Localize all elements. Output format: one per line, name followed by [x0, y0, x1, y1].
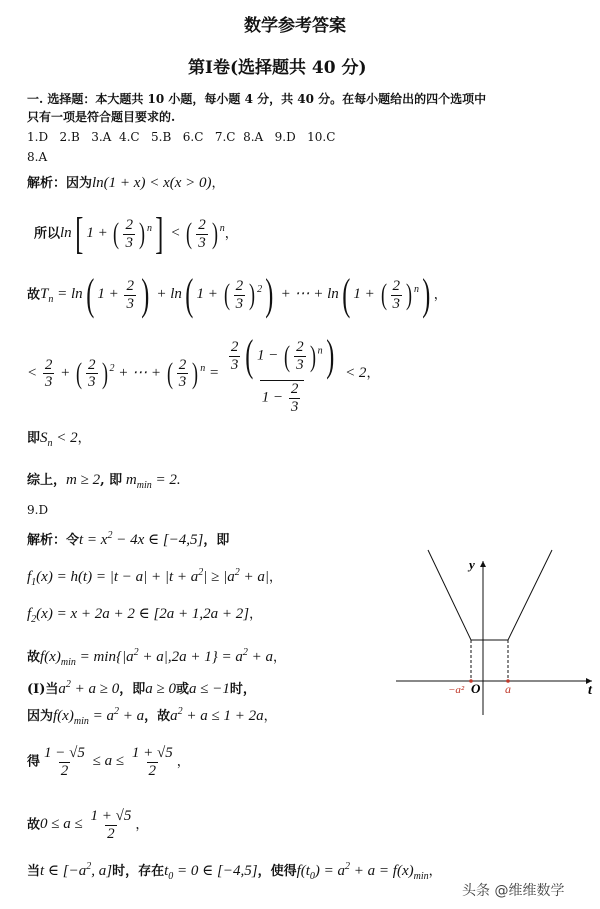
q8-line-3-tail: ， [433, 287, 447, 303]
q8-gu-label: 故 [27, 287, 41, 303]
q9-formula-2: $f_1(x) = h(t) = |t - a| + |t + a^2| \ge |a^2 + a|$ [27, 567, 270, 588]
q8-mmin-formula: $m_{min} = 2$. [122, 472, 181, 491]
q8-line-4 [27, 332, 379, 415]
q9-formula-5a: $a^2 + a \ge 0$ [58, 679, 120, 697]
origin-label: O [471, 681, 481, 696]
q9-line-6 [27, 707, 277, 727]
q8-m-formula: m ≥ 2 [66, 472, 101, 488]
q8-formula-1: ln(1 + x) < x(x > 0) [92, 175, 212, 191]
intro-line-2: 只有一项是符合题目要求的. [27, 110, 176, 124]
q9-case1-end: 时， [229, 682, 256, 697]
q8-formula-3: $T_n = \ln$( 1 + $\frac{2}{3}$ ) + ln( 1 + ( $\frac{2}{3}$ ) $^2$) + ⋯ + ln( 1 + ( $\frac{2}{3}$ ) $^n$) [40, 270, 431, 319]
q9-line-2: $f_1(x) = h(t) = |t - a| + |t + a^2| \ge |a^2 + a|$， [27, 567, 283, 588]
answer-key: 1.D 2.B 3.A 4.C 5.B 6.C 7.C 8.A 9.D 10.C [27, 130, 336, 144]
q8-suoyi-label: 所以 [34, 226, 61, 242]
q9-dang-mid2: ，使得 [257, 864, 297, 879]
q9-formula-6b: $a^2 + a \le 1 + 2a$ [170, 706, 264, 724]
q8-line-5-tail: ， [77, 431, 91, 446]
q8-line-2-tail: ， [224, 226, 238, 242]
q9-line-3: $f_2(x) = x + 2a + 2$ ∈ [2a + 1,2a + 2]， [27, 606, 263, 625]
q9-yinwei-end: ， [263, 709, 277, 724]
q9-ji-label: ，即 [203, 533, 230, 548]
intro-line-1: 一. 选择题：本大题共 10 小题，每小题 4 分，共 40 分。在每小题给出的四个选项中 [27, 92, 487, 106]
a-label: a [505, 682, 511, 696]
q9-formula-1: $t = x^2 - 4x$ ∈ [−4,5] [79, 530, 204, 548]
q8-formula-4: < $\frac{2}{3}$ + ( $\frac{2}{3}$ ) $^2$ + ⋯ + ( $\frac{2}{3}$ ) $^n$ = $\frac{2}{3}$ ( 1 − ( $\frac{2}{3}$ ) $^n$) 1 − $\frac{2}{3}$ < 2 [27, 331, 367, 415]
graph-curve [428, 550, 552, 640]
q9-de-end: ， [176, 754, 190, 770]
q9-formula-5c: a ≤ −1 [189, 681, 230, 697]
page-title: 数学参考答案 [244, 16, 346, 36]
q8-line-3 [27, 270, 447, 319]
watermark: 头条 @维维数学 [462, 883, 565, 899]
section-title: 第Ⅰ卷(选择题共 40 分) [188, 58, 367, 78]
q8-heading: 8.A [27, 150, 48, 164]
q8-formula-2: ln[ 1 + ( $\frac{2}{3}$ ) $^n$] < ( $\frac{2}{3}$ ) $^n$ [60, 209, 225, 258]
q9-line-9 [27, 862, 442, 882]
q9-line-5 [27, 680, 256, 697]
q9-formula-9a: t ∈ [$-a^2$, a] [40, 861, 113, 879]
y-axis-label: y [469, 557, 475, 572]
q9-dang-mid: 时，存在 [112, 864, 165, 879]
q9-formula-7: $\frac{1 - √5}{2}$ ≤ a ≤ $\frac{1 + √5}{2}$ [44, 745, 173, 779]
q8-line-5 [27, 431, 91, 449]
q9-gu-label: 故 [27, 650, 41, 665]
t-axis-label: t [588, 683, 592, 698]
q9-gu2-label: 故 [27, 817, 41, 833]
function-graph [392, 545, 600, 725]
q8-line-1 [27, 176, 225, 191]
q8-line-4-tail: ， [366, 366, 380, 382]
q9-heading: 9.D [27, 503, 49, 517]
q9-formula-4: $f(x)_{min} = \min\{|a^2 + a|,2a + 1\} = a^2 + a$ [40, 647, 273, 668]
q9-yinwei-mid: ，故 [144, 709, 171, 724]
q8-line-1-tail: ， [211, 176, 225, 191]
q9-case1-mid: ，即 [119, 682, 146, 697]
q8-jiexi-label: 解析：因为 [27, 176, 93, 191]
q9-formula-9b: $t_0 = 0$ ∈ [−4,5] [164, 863, 258, 882]
q9-line-1 [27, 531, 229, 548]
q9-formula-8: 0 ≤ a ≤ $\frac{1 + √5}{2}$ [40, 808, 132, 842]
q9-formula-6a: $f(x)_{min} = a^2 + a$ [53, 706, 145, 727]
q9-yinwei-label: 因为 [27, 709, 54, 724]
q9-formula-5b: a ≥ 0 [145, 681, 176, 697]
q9-de-label: 得 [27, 754, 41, 770]
neg-a2-label: −a² [448, 684, 465, 696]
q9-formula-3: $f_2(x) = x + 2a + 2$ ∈ [2a + 1,2a + 2] [27, 606, 250, 625]
q9-dang-end: ， [428, 864, 442, 879]
q9-line-4: 故$f(x)_{min} = \min\{|a^2 + a|,2a + 1\} = a^2 + a$， [27, 647, 286, 668]
q9-line-8 [27, 808, 148, 842]
q8-formula-5: $S_n < 2$ [40, 430, 78, 449]
q9-case1-or: 或 [176, 682, 190, 697]
q8-zongshang-label: 综上， [27, 473, 67, 488]
q9-formula-9c: $f(t_0) = a^2 + a = f(x)_{min}$ [296, 861, 429, 882]
q8-ji-label: 即 [27, 431, 41, 446]
q8-line-6 [27, 473, 181, 491]
q9-jiexi-label: 解析：令 [27, 533, 80, 548]
q9-line-7 [27, 745, 190, 779]
q8-line-2 [34, 209, 238, 258]
q8-mmin-tail: = 2. [155, 472, 181, 488]
q9-gu2-end: ， [135, 817, 149, 833]
q8-ji-comma: , 即 [100, 473, 123, 488]
q9-dang-label: 当 [27, 864, 41, 879]
q9-case1-label: (Ⅰ)当 [27, 682, 59, 697]
